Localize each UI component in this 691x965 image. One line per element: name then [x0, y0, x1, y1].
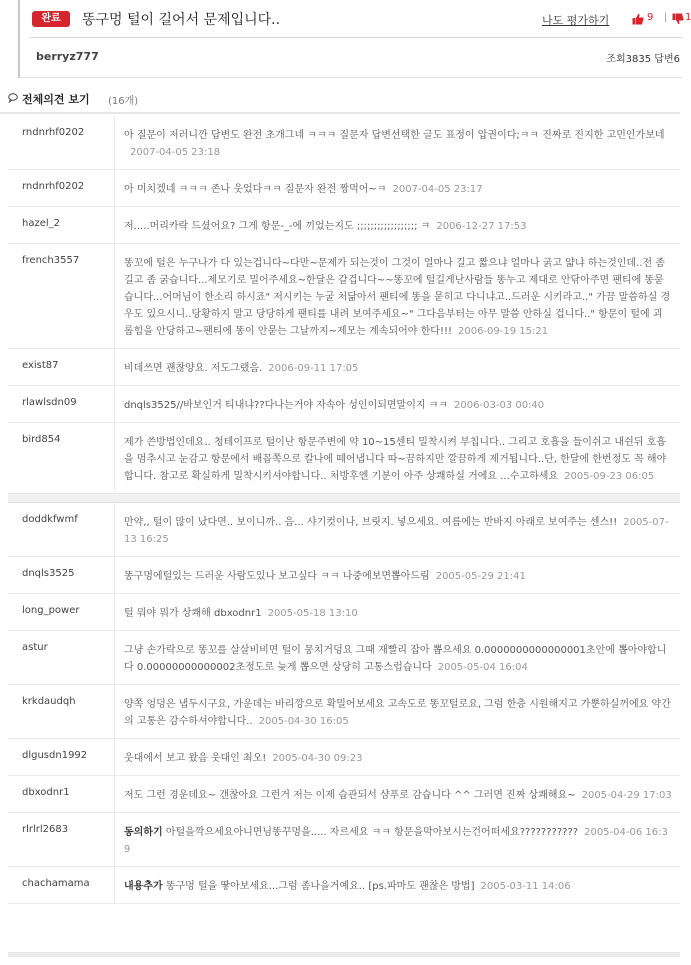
comment-body — [124, 116, 680, 169]
comment-user[interactable]: rndnrhf0202 — [22, 127, 85, 138]
comment-user[interactable]: dnqls3525 — [22, 568, 75, 579]
comment-user[interactable]: long_power — [22, 605, 80, 616]
comment-action-label: 동의하기 — [124, 827, 163, 838]
comment-text: 웃대에서 보고 왔음 웃대인 최오! — [124, 753, 267, 764]
comment-date: 2005-03-11 14:06 — [480, 881, 571, 892]
divider — [20, 77, 682, 78]
comment-date: 2005-05-18 13:10 — [267, 608, 358, 619]
comment-date: 2006-03-03 00:40 — [454, 400, 545, 411]
comment-text: 털 뭐야 뭐가 상쾌해 dbxodnr1 — [124, 608, 262, 619]
comment-user[interactable]: dlgusdn1992 — [22, 750, 88, 761]
comment-row — [8, 557, 680, 594]
all-comments-count: (16개) — [108, 96, 139, 107]
column-divider — [114, 116, 115, 169]
comment-row — [8, 813, 680, 867]
comment-user[interactable]: rlawlsdn09 — [22, 397, 77, 408]
speech-bubble-icon — [8, 93, 18, 102]
comment-user[interactable]: chachamama — [22, 878, 90, 889]
column-divider — [114, 244, 115, 348]
comment-row — [8, 170, 680, 207]
column-divider — [114, 557, 115, 593]
comment-list — [8, 116, 680, 904]
comment-body — [124, 349, 680, 385]
comment-text: 똥꼬에 털은 누구나가 다 있는겁니다~다만~문제가 되는것이 그것이 얼마나 길고 짧으냐 얼마나 굵고 얇냐 하는것인데..전 좀 길고 좀 굵습니다...제모기로 밀어주세요~한달은 갈겁니다~~똥꼬에 털길게난사람들 똥누고 제대로 안닦아주면 팬티에 똥묻습니다...어머님이 한소리 하시죠" 저시키는 누굴 처닮아서 팬티에 똥을 묻히고 다니냐고..드러운 시키라고.." 가끔 말씀하실 경우도 있으시니..당황하지 말고 당당하게 팬티를 내려 보여주세요~" 그다음부터는 아무 말씀 안하실 겁니다.." 항문이 털에 괴롭힘을 안당하고~팬티에 똥이 안묻는 그날까지~제모는 계속되어야 한다!!! — [124, 258, 671, 337]
author-name[interactable]: berryz777 — [36, 50, 99, 63]
column-divider — [114, 776, 115, 812]
comment-text: 비데쓰면 괜찮양요. 저도그랬음. — [124, 363, 263, 374]
comment-body — [124, 685, 680, 738]
comment-row — [8, 244, 680, 349]
column-divider — [114, 207, 115, 243]
comment-row — [8, 423, 680, 494]
comment-date: 2005-04-30 16:05 — [258, 716, 349, 727]
comment-user[interactable]: krkdaudqh — [22, 696, 76, 707]
column-divider — [114, 631, 115, 684]
all-comments-title[interactable]: 전체의견 보기 — [22, 93, 90, 106]
comment-body — [124, 739, 680, 775]
comment-text: 똥구멍 털을 땋아보세요...그럼 좀나을거예요.. [ps.파마도 괜찮은 방법] — [165, 881, 475, 892]
comment-row — [8, 386, 680, 423]
comment-text: 아 질문이 저러니깐 답변도 완전 초개그네 ㅋㅋㅋ 질문자 답변선택한 글도 표정이 압권이다;ㅋㅋ 진짜로 진지한 고민인가보네 — [124, 130, 665, 141]
comment-date: 2007-04-05 23:17 — [392, 184, 483, 195]
comment-date: 2006-09-11 17:05 — [268, 363, 359, 374]
comment-row — [8, 776, 680, 813]
comment-row — [8, 207, 680, 244]
comment-row — [8, 116, 680, 170]
comment-user[interactable]: dbxodnr1 — [22, 787, 70, 798]
comment-row — [8, 349, 680, 386]
column-divider — [114, 813, 115, 866]
column-divider — [114, 503, 115, 556]
comment-date: 2005-07-13 16:25 — [124, 517, 669, 545]
thumbs-down-icon[interactable] — [672, 13, 684, 25]
comment-body — [124, 423, 680, 493]
comment-text: 똥구멍에털있는 드러운 사람도있나 보고싶다 ㅋㅋ 나중에보면뽑아드림 — [124, 571, 430, 582]
comment-text: 그냥 손가락으로 똥꼬를 살살비비면 털이 뭉치거덩요 그때 재빨리 잡아 뽑으세요 0.0000000000000001초안에 뽑아야합니다 0.00000000000002초정도로 늦게 뽑으면 상당히 고통스럽습니다 — [124, 645, 667, 673]
divider — [30, 37, 682, 38]
comment-user[interactable]: rlrlrl2683 — [22, 824, 69, 835]
comment-text: 저.....머리카락 드셨어요? 그게 항문-_-에 끼었는지도 ;;;;;;;;;;;;;;;;;; ㅋ — [124, 221, 431, 232]
comment-user[interactable]: bird854 — [22, 434, 61, 445]
comment-text: 아털을깍으세요아니면님똥꾸멍을..... 자르세요 ㅋㅋ 항문을막아보시는건어떠세요??????????? — [165, 827, 579, 838]
status-badge: 완료 — [32, 11, 70, 27]
comment-user[interactable]: rndnrhf0202 — [22, 181, 85, 192]
column-divider — [114, 867, 115, 903]
comment-body — [124, 207, 680, 243]
question-header — [18, 0, 691, 78]
comment-text: 제가 쓴방법인데요.. 청테이프로 털이난 항문주변에 약 10~15센티 밀착시켜 부칩니다.. 그리고 호흡을 들이쉬고 내쉰뒤 호흡을 멈추시고 눈감고 항문에서 배꼽쪽으로 칼나에 떼어냅니다 따~끔하지만 깔끔하게 제거됩니다..단, 한달에 한번정도 꼭 해야합니다. 참고로 확실하게 밀착시키셔야합니다.. 처방후엔 기분이 아주 상쾌하실 거에요 ...수고하세요 — [124, 437, 667, 482]
comment-body — [124, 244, 680, 348]
comment-row — [8, 594, 680, 631]
comment-user[interactable]: hazel_2 — [22, 218, 61, 229]
up-count: 9 — [647, 12, 654, 23]
comment-body — [124, 557, 680, 593]
comment-date: 2005-04-30 09:23 — [272, 753, 363, 764]
comment-date: 2005-04-29 17:03 — [581, 790, 672, 801]
down-count: 1 — [685, 12, 691, 23]
comment-date: 2005-04-06 16:39 — [124, 827, 668, 855]
question-title[interactable]: 똥구멍 털이 길어서 문제입니다.. — [82, 12, 281, 28]
comment-action-label: 내용추가 — [124, 881, 163, 892]
comment-user[interactable]: exist87 — [22, 360, 59, 371]
comment-body — [124, 170, 680, 206]
comment-date: 2005-05-04 16:04 — [437, 662, 528, 673]
bottom-bar — [8, 952, 680, 957]
comment-body — [124, 813, 680, 866]
column-divider — [114, 685, 115, 738]
comment-text: 만약,, 털이 많이 났다면.. 보이니까.. 음... 샤기컷이나, 브릿지. 넣으세요. 여름에는 반바지 아래로 보여주는 센스!! — [124, 517, 618, 528]
comment-date: 2007-04-05 23:18 — [130, 147, 221, 158]
comment-text: 양쪽 엉덩은 냅두시구요, 가운데는 바리깡으로 확밀어보세요 고속도로 똥꼬털로요, 그럼 한층 시원해지고 가뿐하실꺼에요 약간의 고통은 감수하셔야합니다.. — [124, 699, 671, 727]
page-separator — [8, 494, 680, 503]
comment-date: 2005-09-23 06:05 — [564, 471, 655, 482]
comment-user[interactable]: doddkfwmf — [22, 514, 78, 525]
comment-text: 저도 그런 경운데요~ 갠찮아요 그런거 저는 이제 습관되서 샴푸로 감습니다 ^^ 그러면 진짜 상쾌해요~ — [124, 790, 576, 801]
divider — [0, 112, 680, 114]
question-title-row — [32, 10, 691, 32]
column-divider — [114, 349, 115, 385]
view-answer-stats: 조회3835 답변6 — [606, 54, 680, 65]
comment-body — [124, 503, 680, 556]
rate-link[interactable]: 나도 평가하기 — [542, 14, 610, 27]
comment-row — [8, 685, 680, 739]
comment-date: 2006-09-19 15:21 — [458, 326, 549, 337]
comment-row — [8, 503, 680, 557]
column-divider — [114, 739, 115, 775]
comment-text: 아 미치겠네 ㅋㅋㅋ 존나 웃었다ㅋㅋ 질문자 완전 짱먹어~ㅋ — [124, 184, 387, 195]
comment-body — [124, 386, 680, 422]
column-divider — [114, 386, 115, 422]
column-divider — [114, 423, 115, 493]
comment-text: dnqls3525//바보인거 티내냐??다나는거야 자속아 성인이되면말이지 ㅋㅋ — [124, 400, 449, 411]
vote-separator: | — [664, 12, 668, 23]
comment-row — [8, 739, 680, 776]
comment-body — [124, 867, 680, 903]
comment-row — [8, 867, 680, 904]
comment-row — [8, 631, 680, 685]
comment-date: 2005-05-29 21:41 — [435, 571, 526, 582]
thumbs-up-icon[interactable] — [632, 13, 644, 25]
comment-body — [124, 594, 680, 630]
comment-body — [124, 776, 680, 812]
comment-date: 2006-12-27 17:53 — [436, 221, 527, 232]
comment-body — [124, 631, 680, 684]
comment-user[interactable]: astur — [22, 642, 48, 653]
comment-user[interactable]: french3557 — [22, 255, 80, 266]
column-divider — [114, 594, 115, 630]
column-divider — [114, 170, 115, 206]
